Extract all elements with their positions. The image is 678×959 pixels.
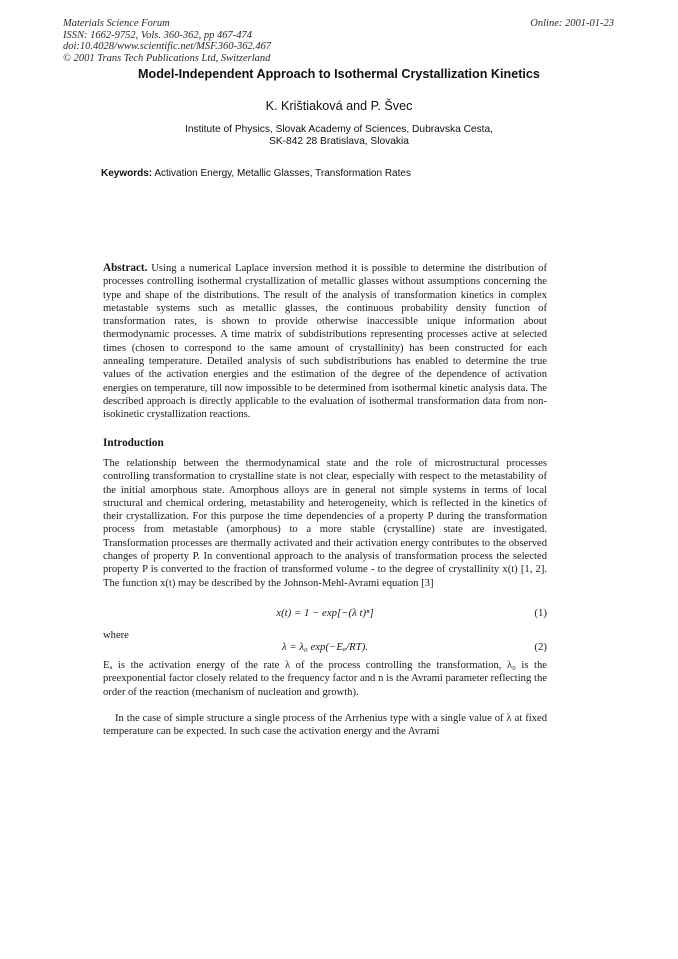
affiliation-line-2: SK-842 28 Bratislava, Slovakia xyxy=(269,136,409,148)
keywords-text: Activation Energy, Metallic Glasses, Transformation Rates xyxy=(154,168,411,179)
abstract-label: Abstract. xyxy=(103,262,148,274)
abstract-text: Using a numerical Laplace inversion method it is possible to determine the distribution of processes controlling isothermal crystallization of metallic glasses without assumptions concerning the type and shape of the distributions. The result of the analysis of transformation kinetics in complex metastable systems such as metallic glasses, the continuous probability density function of transformation rates, is shown to provide otherwise inaccessible unique information about thermodynamic processes. A time matrix of subdistributions representing processes active at selected times (chosen to correspond to the same amount of crystallinity) has been constructed for each annealing temperature. Detailed analysis of such subdistributions has enabled to determine the true values of the activation energies and the estimation of the degree of the dependence of activation energies on temperature, till now impossible to be determined from isothermal kinetic analysis data. The described approach is directly applicable to the evaluation of isothermal transformation data from non-isokinetic crystallization reactions. xyxy=(103,263,547,421)
issn-line: ISSN: 1662-9752, Vols. 360-362, pp 467-474 xyxy=(63,29,252,41)
introduction-paragraph-2: Eₐ is the activation energy of the rate λ of the process controlling the transformation, λ₀ is the preexponential factor closely related to the frequency factor and n is the Avrami parameter reflecting the order of the reaction (mechanism of nucleation and growth). xyxy=(103,660,547,698)
copyright-line: © 2001 Trans Tech Publications Ltd, Switzerland xyxy=(63,52,271,64)
equation-2-number: (2) xyxy=(534,641,547,653)
keywords xyxy=(101,168,411,179)
journal-name: Materials Science Forum xyxy=(63,18,170,29)
equation-2-formula: λ = λ₀ exp(−Eₐ/RT). xyxy=(281,641,368,653)
online-date: Online: 2001-01-23 xyxy=(530,18,614,29)
affiliation-line-1: Institute of Physics, Slovak Academy of Sciences, Dubravska Cesta, xyxy=(184,124,494,135)
introduction-heading: Introduction xyxy=(103,437,164,449)
equation-1-number: (1) xyxy=(534,607,547,619)
equation-2 xyxy=(103,641,547,655)
affiliation xyxy=(0,124,678,148)
keywords-label: Keywords: xyxy=(101,168,153,179)
equation-1 xyxy=(103,607,547,621)
journal-header xyxy=(63,18,271,64)
where-text: where xyxy=(103,630,129,641)
equation-1-formula: x(t) = 1 − exp[−(λ t)ⁿ] xyxy=(276,607,374,619)
doi-link[interactable]: doi:10.4028/www.scientific.net/MSF.360-362.467 xyxy=(63,41,272,53)
paper-authors: K. Krištiaková and P. Švec xyxy=(265,99,413,113)
abstract xyxy=(103,262,547,422)
paper-title: Model-Independent Approach to Isothermal Crystallization Kinetics xyxy=(138,67,540,81)
introduction-paragraph-1: The relationship between the thermodynamical state and the role of microstructural processes controlling transformation to crystalline state is not clear, especially with respect to the metastability of the initial amorphous state. Amorphous alloys are in general not simple systems in terms of local structural and chemical ordering, metastability and heterogeneity, which is reflected in the kinetics of their crystallization. For this purpose the time dependencies of a property P during the transformation process from metastable (amorphous) to a more stable (crystalline) state are investigated. Transformation processes are thermally activated and their activation energy contributes to the observed changes of property P. In conventional approach to the analysis of transformation process the selected property P is converted to the fraction of transformed volume - to the degree of crystallinity x(t) [1, 2]. The function x(t) may be described by the Johnson-Mehl-Avrami equation [3] xyxy=(103,458,547,589)
introduction-paragraph-3: In the case of simple structure a single process of the Arrhenius type with a single value of λ at fixed temperature can be expected. In such case the activation energy and the Avrami xyxy=(103,713,547,738)
